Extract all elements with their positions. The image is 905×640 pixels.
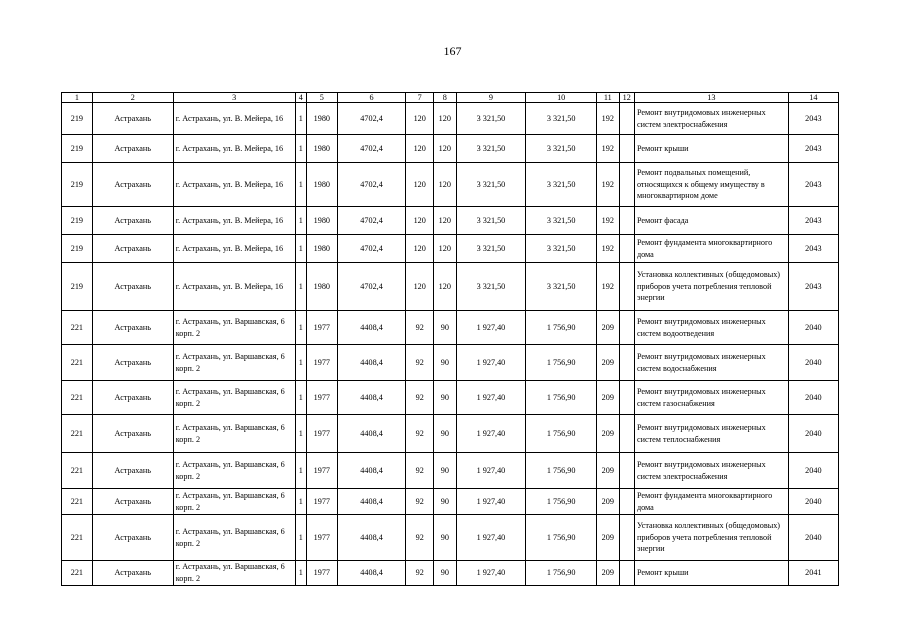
column-number-row — [62, 93, 839, 103]
table-cell-col-2: Астрахань — [92, 561, 173, 586]
table-cell-col-6: 4408,4 — [337, 311, 406, 345]
table-cell-col-3: г. Астрахань, ул. В. Мейера, 16 — [173, 163, 295, 207]
table-cell-col-14: 2043 — [788, 135, 838, 163]
table-cell-col-1: 221 — [62, 515, 93, 561]
table-cell-col-14: 2040 — [788, 311, 838, 345]
table-cell-col-14: 2040 — [788, 345, 838, 381]
table-cell-col-1: 221 — [62, 415, 93, 453]
table-cell-col-14: 2040 — [788, 415, 838, 453]
table-cell-col-10: 1 756,90 — [526, 489, 597, 515]
table-cell-col-6: 4408,4 — [337, 345, 406, 381]
table-cell-col-8: 90 — [434, 381, 457, 415]
table-row — [62, 207, 839, 235]
table-cell-col-10: 3 321,50 — [526, 263, 597, 311]
table-cell-col-3: г. Астрахань, ул. Варшавская, 6 корп. 2 — [173, 311, 295, 345]
table-cell-col-7: 120 — [406, 263, 434, 311]
table-cell-col-11: 192 — [597, 207, 620, 235]
table-cell-col-11: 192 — [597, 163, 620, 207]
table-cell-col-13: Ремонт крыши — [634, 561, 788, 586]
table-cell-col-4: 1 — [295, 453, 306, 489]
column-number: 5 — [306, 93, 337, 103]
table-cell-col-7: 120 — [406, 235, 434, 263]
table-cell-col-3: г. Астрахань, ул. Варшавская, 6 корп. 2 — [173, 381, 295, 415]
table-cell-col-12 — [619, 207, 634, 235]
table-cell-col-9: 3 321,50 — [456, 103, 526, 135]
table-cell-col-12 — [619, 135, 634, 163]
table-cell-col-12 — [619, 561, 634, 586]
table-cell-col-12 — [619, 263, 634, 311]
table-cell-col-11: 192 — [597, 103, 620, 135]
table-cell-col-9: 3 321,50 — [456, 235, 526, 263]
table-cell-col-1: 219 — [62, 163, 93, 207]
table-cell-col-10: 1 756,90 — [526, 381, 597, 415]
table-cell-col-9: 3 321,50 — [456, 263, 526, 311]
table-cell-col-1: 219 — [62, 263, 93, 311]
table-cell-col-13: Ремонт внутридомовых инженерных систем водоотведения — [634, 311, 788, 345]
table-cell-col-4: 1 — [295, 561, 306, 586]
table-cell-col-2: Астрахань — [92, 345, 173, 381]
table-cell-col-8: 120 — [434, 207, 457, 235]
table-cell-col-6: 4702,4 — [337, 163, 406, 207]
column-number: 6 — [337, 93, 406, 103]
table-cell-col-12 — [619, 235, 634, 263]
table-cell-col-9: 1 927,40 — [456, 415, 526, 453]
table-cell-col-8: 90 — [434, 515, 457, 561]
table-cell-col-12 — [619, 453, 634, 489]
table-cell-col-3: г. Астрахань, ул. Варшавская, 6 корп. 2 — [173, 489, 295, 515]
column-number: 12 — [619, 93, 634, 103]
page-number: 167 — [443, 44, 462, 58]
table-cell-col-3: г. Астрахань, ул. Варшавская, 6 корп. 2 — [173, 453, 295, 489]
table-cell-col-13: Ремонт фундамента многоквартирного дома — [634, 235, 788, 263]
table-cell-col-8: 90 — [434, 489, 457, 515]
table-cell-col-1: 219 — [62, 235, 93, 263]
table-cell-col-7: 92 — [406, 515, 434, 561]
table-cell-col-5: 1980 — [306, 103, 337, 135]
table-cell-col-1: 219 — [62, 135, 93, 163]
table-cell-col-11: 192 — [597, 263, 620, 311]
table-cell-col-6: 4408,4 — [337, 489, 406, 515]
table-cell-col-3: г. Астрахань, ул. Варшавская, 6 корп. 2 — [173, 345, 295, 381]
table-cell-col-2: Астрахань — [92, 311, 173, 345]
table-cell-col-7: 120 — [406, 163, 434, 207]
table-cell-col-8: 90 — [434, 561, 457, 586]
column-number: 11 — [597, 93, 620, 103]
table-cell-col-4: 1 — [295, 381, 306, 415]
table-cell-col-5: 1977 — [306, 489, 337, 515]
table-cell-col-7: 120 — [406, 103, 434, 135]
table-cell-col-2: Астрахань — [92, 515, 173, 561]
column-number: 8 — [434, 93, 457, 103]
table-cell-col-8: 120 — [434, 163, 457, 207]
column-number: 13 — [634, 93, 788, 103]
table-cell-col-9: 1 927,40 — [456, 515, 526, 561]
table-cell-col-6: 4408,4 — [337, 561, 406, 586]
table-cell-col-5: 1977 — [306, 453, 337, 489]
table-cell-col-5: 1977 — [306, 415, 337, 453]
table-cell-col-7: 92 — [406, 415, 434, 453]
table-cell-col-5: 1977 — [306, 515, 337, 561]
table-cell-col-12 — [619, 163, 634, 207]
table-cell-col-13: Ремонт внутридомовых инженерных систем электроснабжения — [634, 453, 788, 489]
table-cell-col-3: г. Астрахань, ул. В. Мейера, 16 — [173, 135, 295, 163]
table-cell-col-4: 1 — [295, 311, 306, 345]
table-cell-col-7: 92 — [406, 489, 434, 515]
table-cell-col-10: 3 321,50 — [526, 207, 597, 235]
table-cell-col-14: 2043 — [788, 207, 838, 235]
table-cell-col-9: 1 927,40 — [456, 489, 526, 515]
table-cell-col-7: 92 — [406, 561, 434, 586]
table-cell-col-9: 3 321,50 — [456, 135, 526, 163]
table-cell-col-13: Установка коллективных (общедомовых) приборов учета потребления тепловой энергии — [634, 515, 788, 561]
table-cell-col-2: Астрахань — [92, 415, 173, 453]
table-cell-col-11: 209 — [597, 345, 620, 381]
table-row — [62, 345, 839, 381]
table-row — [62, 381, 839, 415]
table-cell-col-5: 1977 — [306, 345, 337, 381]
table-cell-col-9: 1 927,40 — [456, 561, 526, 586]
table-cell-col-12 — [619, 345, 634, 381]
table-row — [62, 453, 839, 489]
table-cell-col-5: 1980 — [306, 263, 337, 311]
table-cell-col-3: г. Астрахань, ул. Варшавская, 6 корп. 2 — [173, 561, 295, 586]
table-cell-col-3: г. Астрахань, ул. Варшавская, 6 корп. 2 — [173, 415, 295, 453]
table-cell-col-14: 2043 — [788, 103, 838, 135]
column-number: 3 — [173, 93, 295, 103]
table-cell-col-6: 4408,4 — [337, 515, 406, 561]
table-cell-col-1: 221 — [62, 561, 93, 586]
table-cell-col-11: 209 — [597, 415, 620, 453]
table-cell-col-1: 219 — [62, 103, 93, 135]
table-cell-col-8: 90 — [434, 311, 457, 345]
table-cell-col-7: 120 — [406, 207, 434, 235]
table-cell-col-5: 1977 — [306, 381, 337, 415]
table-cell-col-6: 4702,4 — [337, 235, 406, 263]
table-cell-col-7: 92 — [406, 453, 434, 489]
table-cell-col-4: 1 — [295, 135, 306, 163]
column-number: 14 — [788, 93, 838, 103]
table-cell-col-8: 120 — [434, 263, 457, 311]
table-cell-col-14: 2040 — [788, 453, 838, 489]
table-cell-col-13: Ремонт внутридомовых инженерных систем водоснабжения — [634, 345, 788, 381]
column-number: 9 — [456, 93, 526, 103]
table-cell-col-14: 2040 — [788, 381, 838, 415]
column-number: 10 — [526, 93, 597, 103]
column-number: 7 — [406, 93, 434, 103]
table-cell-col-3: г. Астрахань, ул. В. Мейера, 16 — [173, 235, 295, 263]
table-cell-col-13: Ремонт крыши — [634, 135, 788, 163]
table-cell-col-4: 1 — [295, 103, 306, 135]
table-cell-col-11: 209 — [597, 381, 620, 415]
table-cell-col-14: 2043 — [788, 163, 838, 207]
table-cell-col-13: Ремонт внутридомовых инженерных систем газоснабжения — [634, 381, 788, 415]
table-cell-col-13: Ремонт фасада — [634, 207, 788, 235]
table-cell-col-5: 1980 — [306, 235, 337, 263]
table-cell-col-2: Астрахань — [92, 489, 173, 515]
table-cell-col-8: 90 — [434, 345, 457, 381]
table-cell-col-12 — [619, 415, 634, 453]
column-number: 2 — [92, 93, 173, 103]
table-cell-col-4: 1 — [295, 163, 306, 207]
table-cell-col-1: 221 — [62, 345, 93, 381]
table-cell-col-9: 1 927,40 — [456, 311, 526, 345]
table-cell-col-11: 209 — [597, 561, 620, 586]
column-number: 4 — [295, 93, 306, 103]
table-cell-col-14: 2041 — [788, 561, 838, 586]
table-cell-col-6: 4408,4 — [337, 381, 406, 415]
table-cell-col-7: 92 — [406, 345, 434, 381]
table-cell-col-11: 209 — [597, 489, 620, 515]
table-cell-col-10: 1 756,90 — [526, 345, 597, 381]
table-cell-col-10: 3 321,50 — [526, 135, 597, 163]
table-cell-col-12 — [619, 381, 634, 415]
table-row — [62, 103, 839, 135]
table-cell-col-6: 4702,4 — [337, 103, 406, 135]
table-cell-col-4: 1 — [295, 345, 306, 381]
table-cell-col-7: 120 — [406, 135, 434, 163]
table-cell-col-13: Ремонт подвальных помещений, относящихся к общему имуществу в многоквартирном доме — [634, 163, 788, 207]
table-cell-col-8: 120 — [434, 235, 457, 263]
table-cell-col-1: 219 — [62, 207, 93, 235]
table-cell-col-14: 2040 — [788, 489, 838, 515]
table-cell-col-13: Ремонт фундамента многоквартирного дома — [634, 489, 788, 515]
table-cell-col-10: 1 756,90 — [526, 311, 597, 345]
table-cell-col-9: 3 321,50 — [456, 163, 526, 207]
table-cell-col-13: Ремонт внутридомовых инженерных систем теплоснабжения — [634, 415, 788, 453]
repair-schedule-table — [61, 92, 839, 586]
table-cell-col-2: Астрахань — [92, 207, 173, 235]
table-cell-col-12 — [619, 489, 634, 515]
table-cell-col-9: 1 927,40 — [456, 345, 526, 381]
table-row — [62, 515, 839, 561]
table-row — [62, 163, 839, 207]
table-cell-col-3: г. Астрахань, ул. В. Мейера, 16 — [173, 207, 295, 235]
table-cell-col-2: Астрахань — [92, 103, 173, 135]
table-cell-col-14: 2043 — [788, 235, 838, 263]
table-cell-col-14: 2043 — [788, 263, 838, 311]
table-cell-col-4: 1 — [295, 515, 306, 561]
table-cell-col-7: 92 — [406, 381, 434, 415]
table-cell-col-7: 92 — [406, 311, 434, 345]
table-cell-col-9: 1 927,40 — [456, 453, 526, 489]
table-cell-col-12 — [619, 103, 634, 135]
table-cell-col-3: г. Астрахань, ул. Варшавская, 6 корп. 2 — [173, 515, 295, 561]
table-cell-col-8: 90 — [434, 453, 457, 489]
table-cell-col-12 — [619, 515, 634, 561]
table-row — [62, 489, 839, 515]
table-cell-col-11: 209 — [597, 515, 620, 561]
table-cell-col-4: 1 — [295, 207, 306, 235]
table-cell-col-5: 1977 — [306, 311, 337, 345]
table-cell-col-14: 2040 — [788, 515, 838, 561]
table-cell-col-4: 1 — [295, 263, 306, 311]
table-cell-col-8: 120 — [434, 135, 457, 163]
table-cell-col-4: 1 — [295, 415, 306, 453]
table-cell-col-11: 192 — [597, 135, 620, 163]
table-cell-col-6: 4408,4 — [337, 453, 406, 489]
table-cell-col-4: 1 — [295, 489, 306, 515]
table-body — [62, 103, 839, 586]
table-cell-col-5: 1977 — [306, 561, 337, 586]
table-cell-col-2: Астрахань — [92, 135, 173, 163]
table-cell-col-2: Астрахань — [92, 381, 173, 415]
table-cell-col-2: Астрахань — [92, 263, 173, 311]
table-cell-col-10: 1 756,90 — [526, 415, 597, 453]
table-row — [62, 263, 839, 311]
table-cell-col-10: 3 321,50 — [526, 235, 597, 263]
table-cell-col-11: 192 — [597, 235, 620, 263]
table-cell-col-8: 90 — [434, 415, 457, 453]
table-row — [62, 235, 839, 263]
table-cell-col-5: 1980 — [306, 207, 337, 235]
table-cell-col-10: 3 321,50 — [526, 163, 597, 207]
table-cell-col-2: Астрахань — [92, 235, 173, 263]
table-cell-col-1: 221 — [62, 489, 93, 515]
table-cell-col-4: 1 — [295, 235, 306, 263]
table-row — [62, 311, 839, 345]
table-cell-col-13: Ремонт внутридомовых инженерных систем электроснабжения — [634, 103, 788, 135]
table-cell-col-1: 221 — [62, 381, 93, 415]
table-cell-col-9: 1 927,40 — [456, 381, 526, 415]
table-cell-col-8: 120 — [434, 103, 457, 135]
table-row — [62, 561, 839, 586]
table-cell-col-2: Астрахань — [92, 163, 173, 207]
table-row — [62, 135, 839, 163]
table-cell-col-6: 4408,4 — [337, 415, 406, 453]
table-cell-col-13: Установка коллективных (общедомовых) приборов учета потребления тепловой энергии — [634, 263, 788, 311]
table-cell-col-6: 4702,4 — [337, 135, 406, 163]
table-cell-col-10: 1 756,90 — [526, 453, 597, 489]
table-cell-col-1: 221 — [62, 453, 93, 489]
table-cell-col-12 — [619, 311, 634, 345]
table-cell-col-6: 4702,4 — [337, 207, 406, 235]
table-cell-col-3: г. Астрахань, ул. В. Мейера, 16 — [173, 263, 295, 311]
table-cell-col-9: 3 321,50 — [456, 207, 526, 235]
table-cell-col-11: 209 — [597, 311, 620, 345]
table-cell-col-5: 1980 — [306, 135, 337, 163]
table-cell-col-6: 4702,4 — [337, 263, 406, 311]
table-cell-col-2: Астрахань — [92, 453, 173, 489]
column-number: 1 — [62, 93, 93, 103]
table-row — [62, 415, 839, 453]
table-cell-col-5: 1980 — [306, 163, 337, 207]
table-cell-col-3: г. Астрахань, ул. В. Мейера, 16 — [173, 103, 295, 135]
table-cell-col-10: 1 756,90 — [526, 515, 597, 561]
table-cell-col-10: 3 321,50 — [526, 103, 597, 135]
table-cell-col-11: 209 — [597, 453, 620, 489]
table-cell-col-10: 1 756,90 — [526, 561, 597, 586]
table-cell-col-1: 221 — [62, 311, 93, 345]
